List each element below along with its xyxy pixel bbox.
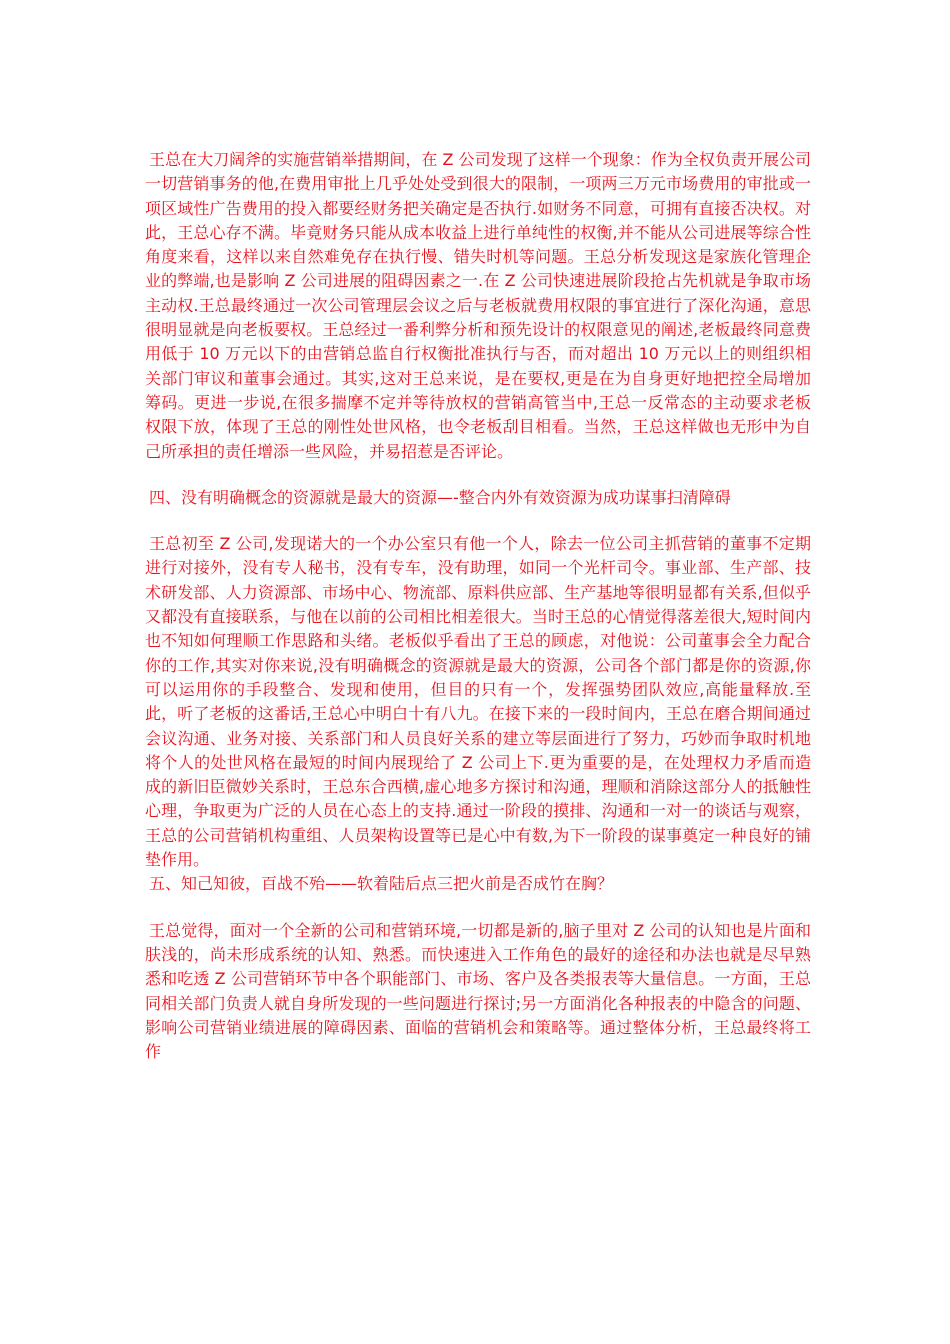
paragraph-3: 王总觉得，面对一个全新的公司和营销环境,一切都是新的,脑子里对 Z 公司的认知也是片面和肤浅的，尚未形成系统的认知、熟悉。而快速进入工作角色的最好的途径和办法也就是尽早熟悉和吃透 Z 公司营销环节中各个职能部门、市场、客户及各类报表等大量信息。一方面，王总同相关部门负责人就自身所发现的一些问题进行探讨;另一方面消化各种报表的中隐含的问题、影响公司营销业绩进展的障碍因素、面临的营销机会和策略等。通过整体分析，王总最终将工作 (145, 920, 811, 1062)
paragraph-2: 王总初至 Z 公司,发现诺大的一个办公室只有他一个人，除去一位公司主抓营销的董事不定期进行对接外，没有专人秘书，没有专车，没有助理，如同一个光杆司令。事业部、生产部、技术研发部、人力资源部、市场中心、物流部、原料供应部、生产基地等很明显都有关系,但似乎又都没有直接联系，与他在以前的公司相比相差很大。当时王总的心情觉得落差很大,短时间内也不知如何理顺工作思路和头绪。老板似乎看出了王总的顾虑，对他说：公司董事会全力配合你的工作,其实对你来说,没有明确概念的资源就是最大的资源，公司各个部门都是你的资源,你可以运用你的手段整合、发现和使用，但目的只有一个，发挥强势团队效应,高能量释放.至此，听了老板的这番话,王总心中明白十有八九。在接下来的一段时间内，王总在磨合期间通过会议沟通、业务对接、关系部门和人员良好关系的建立等层面进行了努力，巧妙而争取时机地将个人的处世风格在最短的时间内展现给了 Z 公司上下.更为重要的是，在处理权力矛盾而造成的新旧臣微妙关系时，王总东合西横,虚心地多方探讨和沟通，理顺和消除这部分人的抵触性心理，争取更为广泛的人员在心态上的支持.通过一阶段的摸排、沟通和一对一的谈话与观察，王总的公司营销机构重组、人员架构设置等已是心中有数,为下一阶段的谋事奠定一种良好的铺垫作用。 (145, 534, 811, 870)
spacer (145, 464, 811, 486)
spacer (145, 897, 811, 919)
section-heading-5: 五、知己知彼，百战不殆——软着陆后点三把火前是否成竹在胸？ (149, 874, 614, 894)
paragraph-1: 王总在大刀阔斧的实施营销举措期间，在 Z 公司发现了这样一个现象：作为全权负责开展公司一切营销事务的他,在费用审批上几乎处处受到很大的限制，一项两三万元市场费用的审批或一项区域性广告费用的投入都要经财务把关确定是否执行.如财务不同意，可拥有直接否决权。对此，王总心存不满。毕竟财务只能从成本收益上进行单纯性的权衡,并不能从公司进展等综合性角度来看，这样以来自然难免存在执行慢、错失时机等问题。王总分析发现这是家族化管理企业的弊端,也是影响 Z 公司进展的阻碍因素之一.在 Z 公司快速进展阶段抢占先机就是争取市场主动权.王总最终通过一次公司管理层会议之后与老板就费用权限的事宜进行了深化沟通，意思很明显就是向老板要权。王总经过一番利弊分析和预先设计的权限意见的阐述,老板最终同意费用低于 10 万元以下的由营销总监自行权衡批准执行与否，而对超出 10 万元以上的则组织相关部门审议和董事会通过。其实,这对王总来说，是在要权,更是在为自身更好地把控全局增加筹码。更进一步说,在很多揣摩不定并等待放权的营销高管当中,王总一反常态的主动要求老板权限下放，体现了王总的刚性处世风格，也令老板刮目相看。当然，王总这样做也无形中为自己所承担的责任增添一些风险，并易招惹是否评论。 (145, 150, 811, 461)
document-body (145, 148, 811, 1064)
section-heading-4: 四、没有明确概念的资源就是最大的资源—-整合内外有效资源为成功谋事扫清障碍 (149, 487, 731, 507)
spacer (145, 510, 811, 532)
